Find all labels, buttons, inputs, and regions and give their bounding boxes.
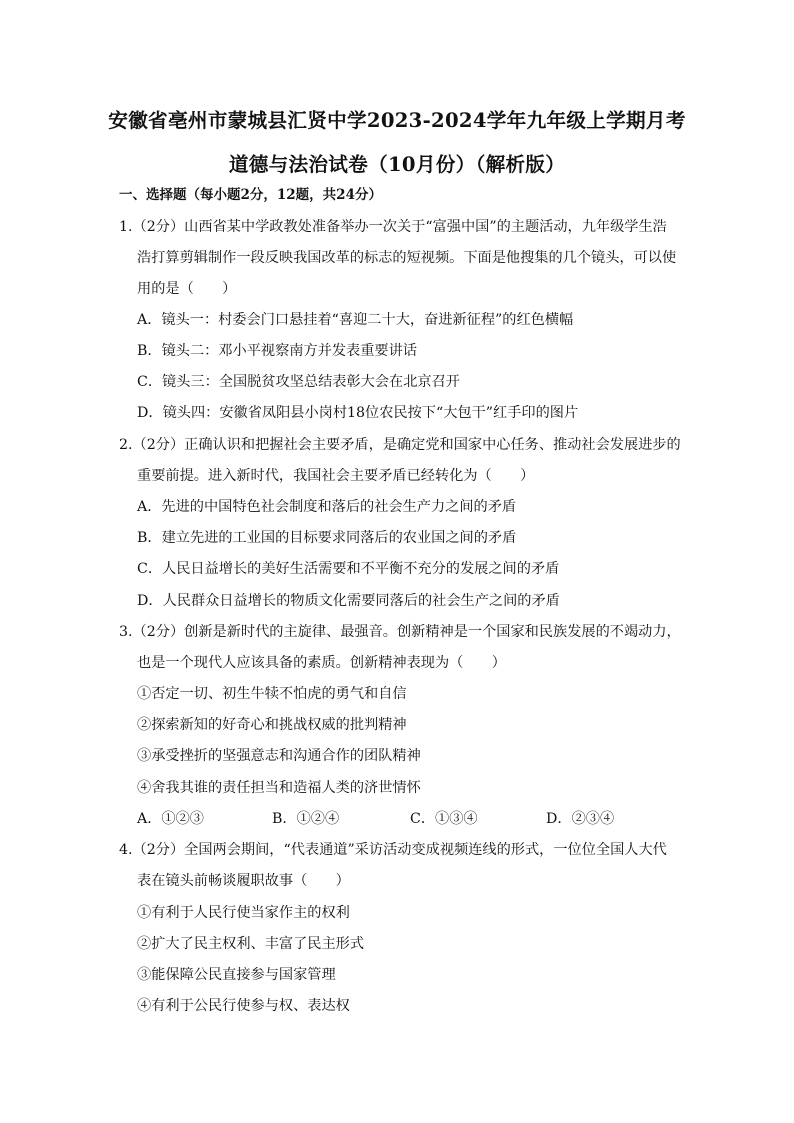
question-text-line: 1.（2分）山西省某中学政教处准备举办一次关于“富强中国”的主题活动，九年级学生浩: [119, 219, 667, 235]
question-text-line: 3.（2分）创新是新时代的主旋律、最强音。创新精神是一个国家和民族发展的不竭动力，: [119, 624, 681, 640]
exam-title-line1: 安徽省亳州市蒙城县汇贤中学2023-2024学年九年级上学期月考: [108, 109, 686, 132]
statement-item-2: ②扩大了民主权利、丰富了民主形式: [137, 936, 365, 952]
question-text-line: 2.（2分）正确认识和把握社会主要矛盾，是确定党和国家中心任务、推动社会发展进步的: [119, 437, 681, 453]
question-text-line: 重要前提。进入新时代，我国社会主要矛盾已经转化为（ ）: [137, 468, 535, 484]
answer-option-d: D．镜头四：安徽省凤阳县小岗村18位农民按下“大包干”红手印的图片: [137, 405, 579, 421]
statement-item-4: ④舍我其谁的责任担当和造福人类的济世情怀: [137, 780, 421, 796]
question-text-line: 也是一个现代人应该具备的素质。创新精神表现为（ ）: [137, 655, 506, 671]
answer-option-b: B．镜头二：邓小平视察南方并发表重要讲话: [137, 343, 417, 359]
answer-option-d: D．人民群众日益增长的物质文化需要同落后的社会生产之间的矛盾: [137, 593, 560, 609]
answer-choice-c: C．①③④: [410, 811, 478, 827]
statement-item-3: ③能保障公民直接参与国家管理: [137, 967, 336, 983]
statement-item-4: ④有利于公民行使参与权、表达权: [137, 998, 350, 1014]
question-text-line: 浩打算剪辑制作一段反映我国改革的标志的短视频。下面是他搜集的几个镜头，可以使: [137, 250, 677, 266]
answer-option-a: A．先进的中国特色社会制度和落后的社会生产力之间的矛盾: [137, 499, 517, 515]
question-text-line: 用的是（ ）: [137, 281, 237, 297]
answer-choice-b: B．①②④: [272, 811, 340, 827]
question-text-line: 表在镜头前畅谈履职故事（ ）: [137, 873, 350, 889]
statement-item-2: ②探索新知的好奇心和挑战权威的批判精神: [137, 717, 407, 733]
answer-option-a: A．镜头一：村委会门口悬挂着“喜迎二十大，奋进新征程”的红色横幅: [137, 312, 574, 328]
statement-item-3: ③承受挫折的坚强意志和沟通合作的团队精神: [137, 748, 421, 764]
exam-title-line2: 道德与法治试卷（10月份）（解析版）: [228, 153, 566, 176]
answer-option-c: C．人民日益增长的美好生活需要和不平衡不充分的发展之间的矛盾: [137, 561, 560, 577]
section-heading: 一、选择题（每小题2分，12题，共24分）: [119, 187, 382, 203]
question-text-line: 4.（2分）全国两会期间，“代表通道”采访活动变成视频连线的形式，一位位全国人大代: [119, 842, 667, 858]
answer-choice-d: D．②③④: [546, 811, 615, 827]
answer-option-c: C．镜头三：全国脱贫攻坚总结表彰大会在北京召开: [137, 374, 460, 390]
answer-option-b: B．建立先进的工业国的目标要求同落后的农业国之间的矛盾: [137, 530, 517, 546]
statement-item-1: ①有利于人民行使当家作主的权利: [137, 905, 350, 921]
statement-item-1: ①否定一切、初生牛犊不怕虎的勇气和自信: [137, 686, 407, 702]
answer-choice-a: A．①②③: [137, 811, 204, 827]
